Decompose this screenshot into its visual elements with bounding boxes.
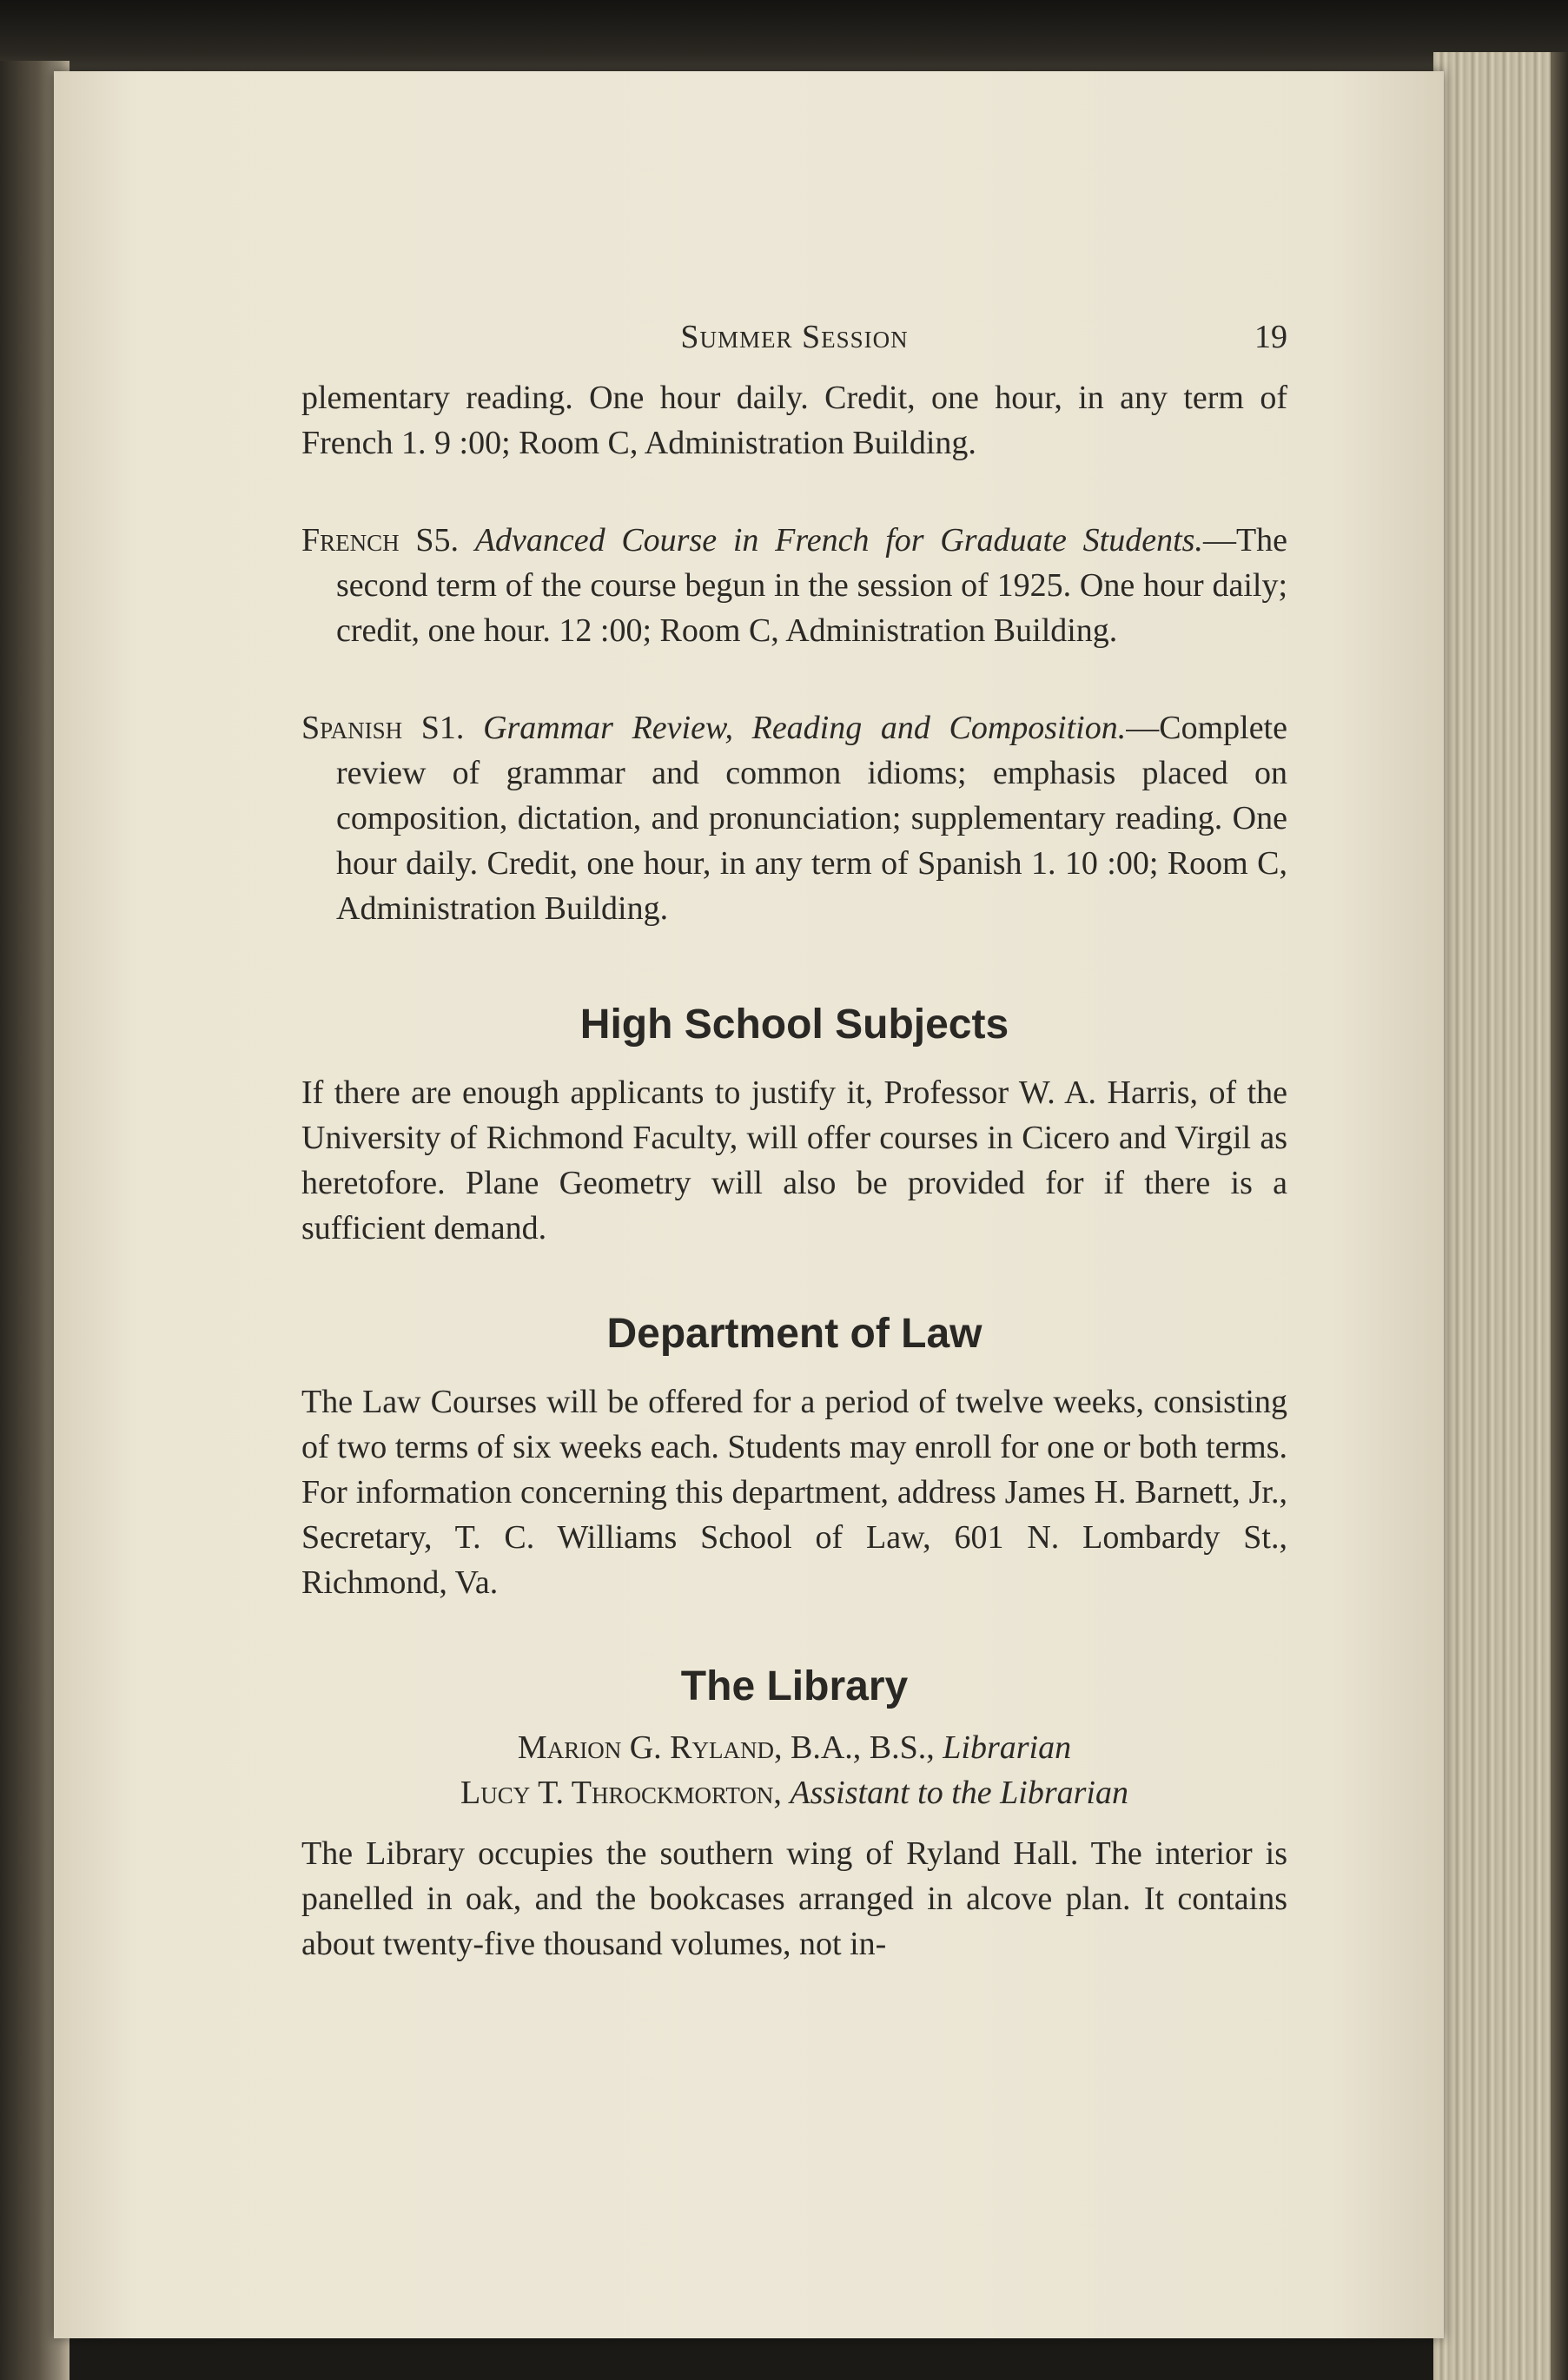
page-number: 19	[1254, 319, 1287, 355]
paragraph-french-s5	[301, 518, 1287, 653]
library-text: The Library occupies the southern wing of Ryland Hall. The interior is panelled in oak, and the bookcases arranged in alcove plan. It contains about twenty-five thousand volumes, not in-	[301, 1835, 1287, 1962]
spanish-s1-code: Spanish S1.	[301, 710, 465, 746]
officer-1-name: Marion G. Ryland, B.A., B.S.,	[517, 1729, 935, 1766]
library-officer-2	[301, 1770, 1287, 1815]
spanish-s1-title: Grammar Review, Reading and Composition.	[483, 710, 1127, 746]
french-s5-body: —The second term of the course begun in the session of 1925. One hour daily; credit, one hour. 12 :00; Room C, Administration Building.	[336, 522, 1288, 649]
paragraph-spanish-s1	[301, 705, 1287, 931]
top-shadow	[0, 0, 1568, 78]
high-school-heading: High School Subjects	[579, 1002, 1009, 1048]
officer-2-name: Lucy T. Throckmorton,	[460, 1775, 782, 1811]
book-cover-edge	[1551, 52, 1568, 2380]
library-heading: The Library	[680, 1663, 909, 1709]
section-high-school	[301, 999, 1287, 1251]
officer-1-role: Librarian	[943, 1729, 1072, 1766]
spanish-s1-text	[301, 705, 1287, 931]
law-text: The Law Courses will be offered for a period of twelve weeks, consisting of two terms of six weeks each. Students may enroll for one or both terms. For information concerning this department, address James H. Barnett, Jr., Secretary, T. C. Williams School of Law, 601 N. Lombardy St., Richmond, Va.	[301, 1384, 1287, 1601]
running-head	[301, 314, 1287, 360]
french-continued-text: plementary reading. One hour daily. Credit, one hour, in any term of French 1. 9 :00; Room C, Administration Building.	[301, 380, 1287, 461]
book-page	[54, 71, 1444, 2338]
french-s5-title: Advanced Course in French for Graduate Students.	[474, 522, 1203, 559]
officer-2-role: Assistant to the Librarian	[790, 1775, 1128, 1811]
page-edges-right	[1433, 52, 1568, 2380]
french-s5-text	[301, 518, 1287, 653]
french-s5-code: French S5.	[301, 522, 460, 559]
section-library	[301, 1661, 1287, 1967]
spanish-s1-body: —Complete review of grammar and common idioms; emphasis placed on composition, dictation, and pronunciation; supplementary reading. One hour daily. Credit, one hour, in any term of Spanish 1. 10 :00; Room C, Administration Building.	[336, 710, 1287, 927]
paragraph-french-continued	[301, 375, 1287, 466]
section-law	[301, 1308, 1287, 1605]
library-officer-1	[301, 1725, 1287, 1770]
law-heading: Department of Law	[606, 1311, 982, 1357]
high-school-text: If there are enough applicants to justify it, Professor W. A. Harris, of the University of Richmond Faculty, will offer courses in Cicero and Virgil as heretofore. Plane Geometry will also be provided for if there is a sufficient demand.	[301, 1074, 1287, 1246]
running-head-title: Summer Session	[680, 319, 909, 355]
